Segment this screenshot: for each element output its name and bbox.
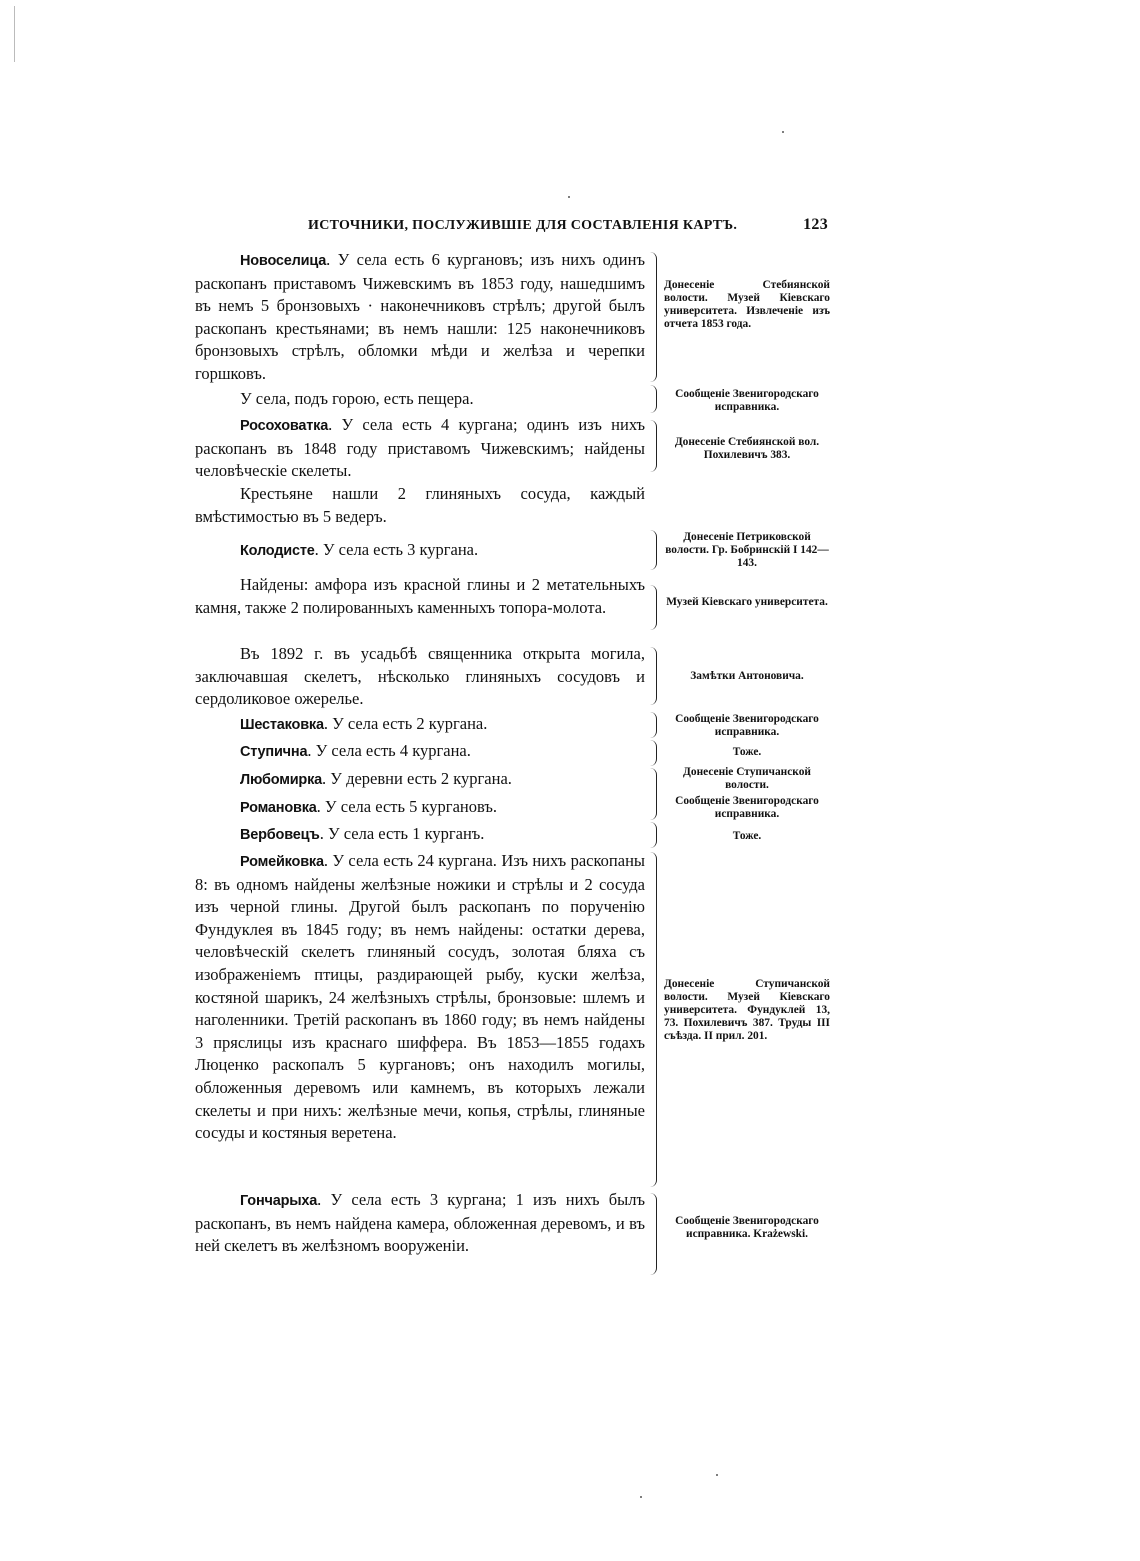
entry-kolodiste (195, 539, 645, 563)
entry-text: . У села есть 4 кургана; одинъ изъ нихъ раскопанъ въ 1848 году приставомъ Чижевскимъ; найдены человѣческіе скелеты. (195, 415, 645, 481)
source-note: Донесеніе Петриковской волости. Гр. Бобринскій I 142—143. (665, 531, 829, 569)
entry-text: Крестьяне нашли 2 глиняныхъ сосуда, каждый вмѣстимостью въ 5 ведеръ. (195, 484, 645, 526)
source-note: Донесеніе Стебиянской волости. Музей Кіевскаго университета. Извлеченіе изъ отчета 1853 года. (664, 279, 830, 330)
scan-speck (782, 131, 784, 133)
brace (650, 647, 657, 705)
entry-label: Гончарыха (240, 1193, 318, 1209)
entry-text: . У села есть 3 кургана. (314, 540, 479, 559)
source-note: Сообщеніе Звенигородскаго исправника. Krażewski. (675, 1215, 819, 1240)
entry-lyubomirka (195, 768, 645, 792)
entry-text: . У села есть 4 кургана. (307, 741, 471, 760)
entry-label: Вербовецъ (240, 827, 320, 843)
entry-label: Новоселица (240, 253, 327, 269)
entry-text: . У села есть 2 кургана. (323, 714, 488, 733)
brace (650, 420, 657, 472)
header-title: ИСТОЧНИКИ, ПОСЛУЖИВШІЕ ДЛЯ СОСТАВЛЕНІЯ КАРТЪ. (308, 218, 738, 233)
page-number: 123 (803, 216, 828, 233)
source-note: Тоже. (732, 746, 762, 758)
brace (650, 740, 657, 766)
entry-amphora (195, 574, 645, 619)
entry-text: . У села есть 3 кургана; 1 изъ нихъ былъ раскопанъ, въ немъ найдена камера, обложенная деревомъ, и въ ней скелетъ въ желѣзномъ вооруженіи. (195, 1190, 645, 1256)
scan-speck (640, 1496, 642, 1498)
entry-shestakovka (195, 713, 645, 737)
source-note: Донесеніе Ступичанской волости. (683, 766, 811, 791)
entry-text: . У деревни есть 2 кургана. (322, 769, 512, 788)
entry-1892 (195, 643, 645, 711)
entry-text: . У села есть 1 курганъ. (319, 824, 485, 843)
source-note: Сообщеніе Звенигородскаго исправника. (675, 388, 819, 413)
brace (650, 768, 657, 820)
entry-peasants (195, 483, 645, 528)
brace (650, 385, 657, 413)
entry-rosokhovatka (195, 414, 645, 483)
entry-stupichna (195, 740, 645, 764)
entry-romanovka (195, 796, 645, 820)
brace (650, 822, 657, 848)
brace (650, 252, 657, 382)
source-note: Сообщеніе Звенигородскаго исправника. (675, 795, 819, 820)
scan-speck (568, 196, 570, 198)
source-note: Музей Кіевскаго университета. (666, 596, 828, 608)
entry-text: У села, подъ горою, есть пещера. (240, 389, 474, 408)
source-note: Замѣтки Антоновича. (690, 670, 804, 682)
entry-label: Ромейковка (240, 854, 324, 870)
entry-cave (195, 388, 645, 411)
entry-label: Росоховатка (240, 418, 329, 434)
entry-label: Колодисте (240, 543, 315, 559)
entry-label: Любомирка (240, 772, 323, 788)
source-note: Донесеніе Стебиянской вол. Похилевичъ 383. (674, 436, 820, 461)
source-note: Донесеніе Ступичанской волости. Музей Кіевскаго университета. Фундуклей 13, 73. Похилевичъ 387. Труды III съѣзда. II прил. 201. (664, 978, 830, 1042)
running-header (308, 218, 828, 238)
entry-novoselitsa (195, 249, 645, 386)
entry-text: . У села есть 6 кургановъ; изъ нихъ одинъ раскопанъ приставомъ Чижевскимъ въ 1853 году, нашедшимъ въ немъ 5 бронзовыхъ · наконечниковъ стрѣлъ; другой былъ раскопанъ крестьянами; въ немъ нашли: 125 наконечниковъ бронзовыхъ стрѣлъ, обломки мѣди и желѣза и черепки горшковъ. (195, 250, 645, 383)
entry-goncharykha (195, 1189, 645, 1258)
entry-verbovets (195, 823, 645, 847)
entry-romeykovka (195, 850, 645, 1145)
brace (650, 712, 657, 738)
scan-edge-mark (14, 6, 15, 62)
brace (650, 852, 657, 1187)
brace (650, 1193, 657, 1275)
entry-text: Найдены: амфора изъ красной глины и 2 метательныхъ камня, также 2 полированныхъ каменныхъ топора-молота. (195, 575, 645, 617)
source-note: Тоже. (732, 830, 762, 842)
scan-speck (716, 1474, 718, 1476)
brace (650, 585, 657, 630)
entry-text: . У села есть 24 кургана. Изъ нихъ раскопаны 8: въ одномъ найдены желѣзные ножики и стрѣлы и 2 сосуда изъ черной глины. Другой былъ раскопанъ по порученію Фундуклея въ 1845 году; въ немъ найдены: остатки дерева, человѣческій скелетъ глиняный сосудъ, золотая бляха съ изображеніемъ птицы, раздирающей рыбу, куски желѣза, костяной шарикъ, 24 желѣзныхъ стрѣлы, бронзовые: шлемъ и наголенники. Третій раскопанъ въ 1860 году; въ немъ найдены 3 пряслицы изъ краснаго шиффера. Въ 1853—1855 годахъ Люценко раскопалъ 5 кургановъ; онъ находилъ могилы, обложенныя деревомъ или камнемъ, въ которыхъ лежали скелеты и при нихъ: желѣзные мечи, копья, стрѣлы, глиняные сосуды и костяныя веретена. (195, 851, 645, 1143)
brace (650, 530, 657, 570)
entry-label: Шестаковка (240, 717, 324, 733)
entry-label: Ступична (240, 744, 308, 760)
entry-text: . У села есть 5 кургановъ. (316, 797, 498, 816)
entry-label: Романовка (240, 800, 317, 816)
entry-text: Въ 1892 г. въ усадьбѣ священника открыта могила, заключавшая скелетъ, нѣсколько глиняныхъ сосудовъ и сердоликовое ожерелье. (195, 644, 645, 709)
source-note: Сообщеніе Звенигородскаго исправника. (675, 713, 819, 738)
